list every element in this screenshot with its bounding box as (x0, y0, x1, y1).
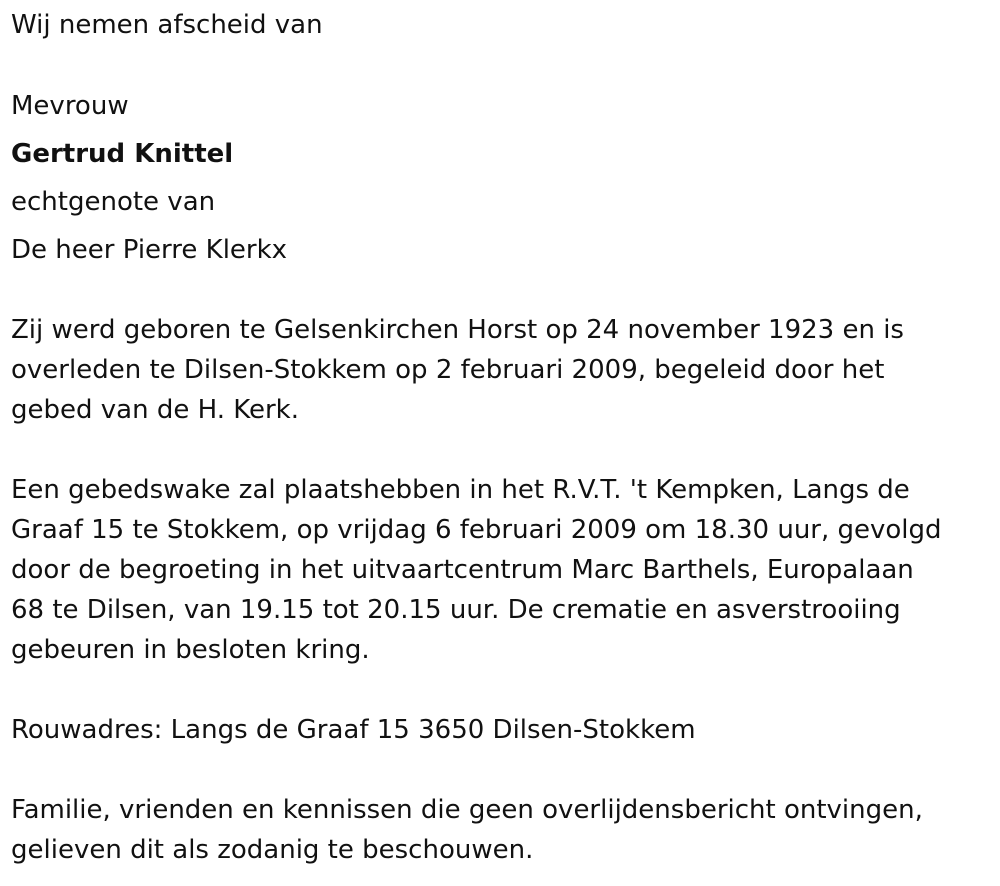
birth-death-line-1: Zij werd geboren te Gelsenkirchen Horst op 24 november 1923 en is (11, 315, 904, 345)
spouse-name: De heer Pierre Klerkx (11, 235, 288, 265)
salutation: Mevrouw (11, 91, 129, 121)
wake-line-2: Graaf 15 te Stokkem, op vrijdag 6 februari 2009 om 18.30 uur, gevolgd (11, 515, 942, 545)
intro-text: Wij nemen afscheid van (11, 10, 323, 40)
mourning-address: Rouwadres: Langs de Graaf 15 3650 Dilsen-Stokkem (11, 715, 696, 745)
relation-text: echtgenote van (11, 187, 216, 217)
wake-line-1: Een gebedswake zal plaatshebben in het R.V.T. 't Kempken, Langs de (11, 475, 910, 505)
closing-line-1: Familie, vrienden en kennissen die geen overlijdensbericht ontvingen, (11, 795, 923, 825)
birth-death-line-3: gebed van de H. Kerk. (11, 395, 299, 425)
wake-line-5: gebeuren in besloten kring. (11, 635, 370, 665)
deceased-name: Gertrud Knittel (11, 139, 234, 169)
wake-line-3: door de begroeting in het uitvaartcentrum Marc Barthels, Europalaan (11, 555, 914, 585)
birth-death-line-2: overleden te Dilsen-Stokkem op 2 februari 2009, begeleid door het (11, 355, 885, 385)
wake-line-4: 68 te Dilsen, van 19.15 tot 20.15 uur. De crematie en asverstrooiing (11, 595, 901, 625)
closing-line-2: gelieven dit als zodanig te beschouwen. (11, 835, 534, 865)
